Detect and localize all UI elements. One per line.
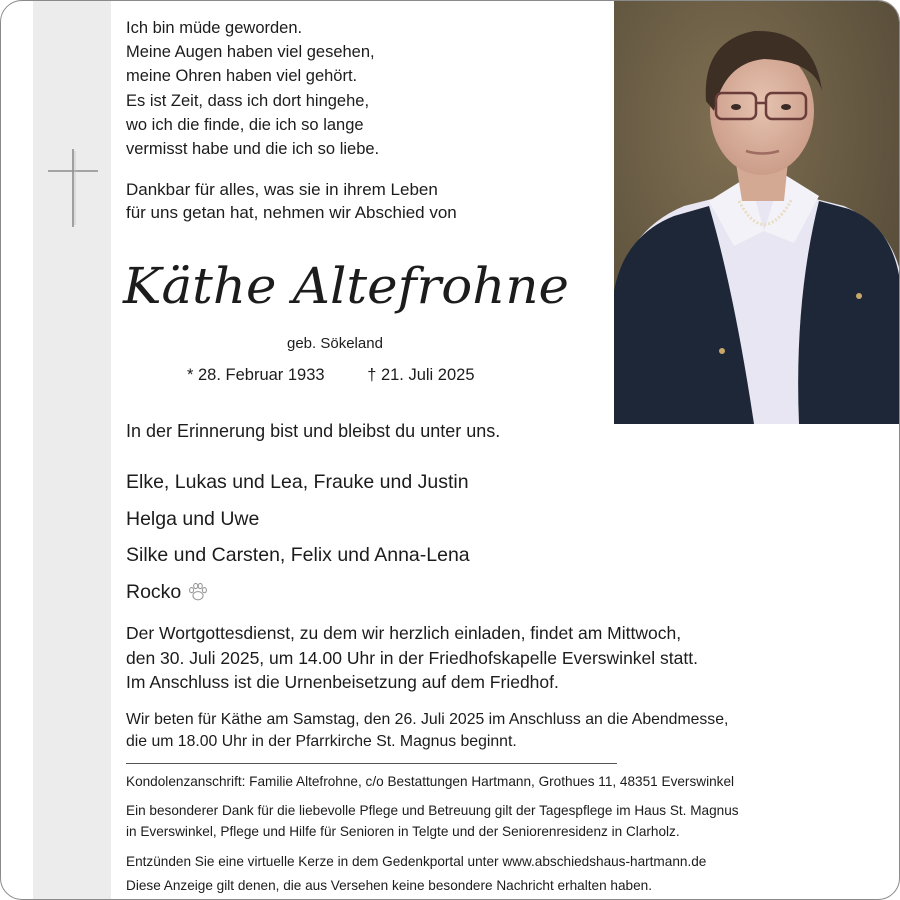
family-row: [126, 543, 470, 580]
notice-text: Diese Anzeige gilt denen, die aus Versehen keine besondere Nachricht erhalten haben.: [126, 878, 652, 893]
left-side-band: [33, 1, 111, 900]
cross-icon: [47, 147, 99, 229]
thanks-line: Ein besonderer Dank für die liebevolle Pflege und Betreuung gilt der Tagespflege im Haus St. Magnus: [126, 803, 739, 818]
service-line: Im Anschluss ist die Urnenbeisetzung auf dem Friedhof.: [126, 672, 559, 692]
family-names: Rocko: [126, 580, 182, 603]
family-row: [126, 507, 470, 544]
divider: [126, 763, 617, 764]
deceased-name: [119, 245, 589, 340]
memorial-portal-text: Entzünden Sie eine virtuelle Kerze in dem Gedenkportal unter www.abschiedshaus-hartmann.de: [126, 854, 707, 869]
thanks-text: [126, 801, 739, 842]
family-row: [126, 580, 470, 617]
family-names: Elke, Lukas und Lea, Frauke und Justin: [126, 471, 469, 493]
deceased-name-text: Käthe Altefrohne: [121, 257, 570, 315]
poem-line: Ich bin müde geworden.: [126, 19, 303, 37]
life-dates: [187, 366, 475, 385]
prayer-info: [126, 709, 728, 752]
poem-line: Es ist Zeit, dass ich dort hingehe,: [126, 91, 370, 110]
prayer-line: die um 18.00 Uhr in der Pfarrkirche St. Magnus beginnt.: [126, 732, 517, 750]
intro-line: für uns getan hat, nehmen wir Abschied von: [126, 203, 457, 222]
family-names: Silke und Carsten, Felix und Anna-Lena: [126, 544, 470, 566]
portrait-photo: [614, 1, 900, 424]
birth-date: * 28. Februar 1933: [187, 366, 325, 384]
maiden-name: geb. Sökeland: [287, 335, 383, 352]
service-line: den 30. Juli 2025, um 14.00 Uhr in der Friedhofskapelle Everswinkel statt.: [126, 647, 698, 668]
intro-text: [126, 178, 457, 224]
service-info: [126, 621, 698, 695]
death-date: † 21. Juli 2025: [367, 366, 475, 384]
family-row: [126, 470, 470, 507]
poem: [126, 16, 379, 161]
condolence-address: Kondolenzanschrift: Familie Altefrohne, c/o Bestattungen Hartmann, Grothues 11, 48351 Everswinkel: [126, 774, 735, 789]
service-line: Der Wortgottesdienst, zu dem wir herzlich einladen, findet am Mittwoch,: [126, 623, 682, 643]
poem-line: wo ich die finde, die ich so lange: [126, 115, 364, 134]
family-names: Helga und Uwe: [126, 507, 260, 530]
memory-line: In der Erinnerung bist und bleibst du unter uns.: [126, 421, 501, 441]
poem-line: meine Ohren haben viel gehört.: [126, 67, 358, 86]
intro-line: Dankbar für alles, was sie in ihrem Leben: [126, 180, 438, 199]
poem-line: Meine Augen haben viel gesehen,: [126, 43, 375, 62]
poem-line: vermisst habe und die ich so liebe.: [126, 140, 380, 159]
family-list: [126, 470, 470, 616]
prayer-line: Wir beten für Käthe am Samstag, den 26. Juli 2025 im Anschluss an die Abendmesse,: [126, 711, 729, 728]
paw-icon: [187, 581, 209, 603]
thanks-line: in Everswinkel, Pflege und Hilfe für Senioren in Telgte und der Seniorenresidenz in Clarholz.: [126, 823, 680, 839]
